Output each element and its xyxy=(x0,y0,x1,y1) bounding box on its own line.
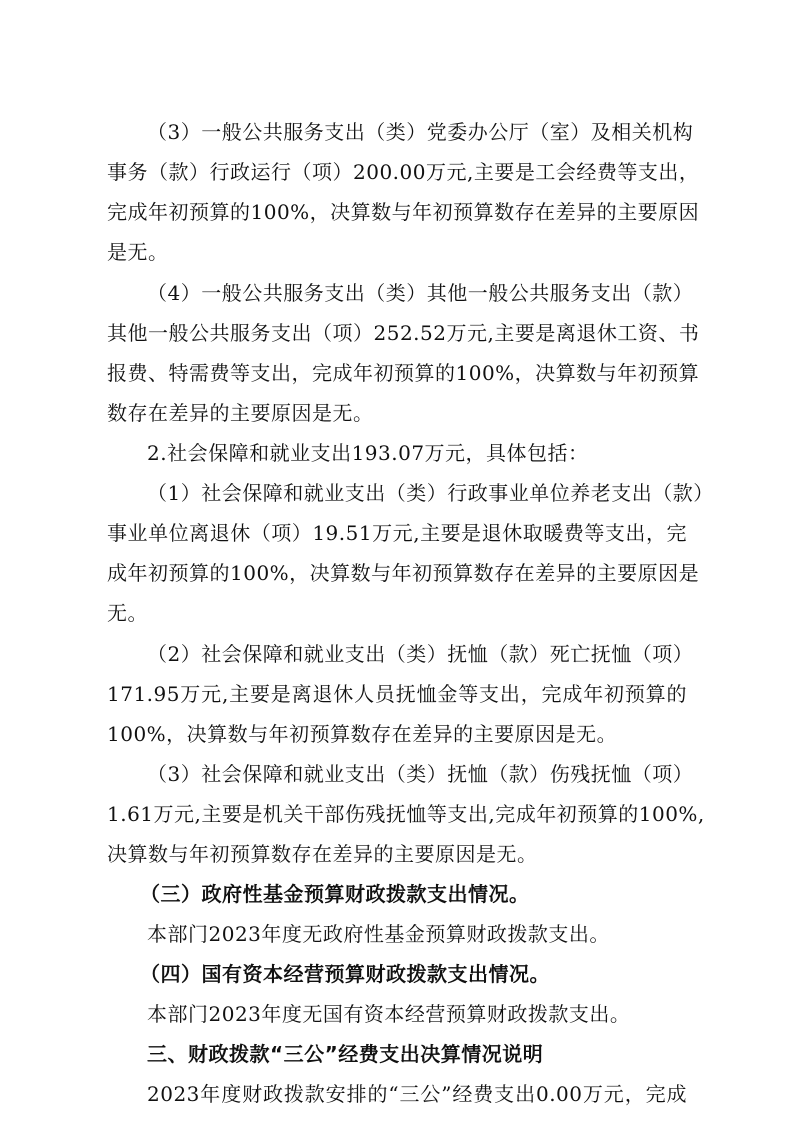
section-heading: （四）国有资本经营预算财政拨款支出情况。 xyxy=(140,962,550,986)
paragraph-line: 1.61万元,主要是机关干部伤残抚恤等支出,完成年初预算的100%, xyxy=(107,802,705,826)
paragraph-line: 成年初预算的100%，决算数与年初预算数存在差异的主要原因是 xyxy=(107,561,700,585)
paragraph-line: 171.95万元,主要是离退休人员抚恤金等支出，完成年初预算的 xyxy=(107,682,687,706)
paragraph-line: （4）一般公共服务支出（类）其他一般公共服务支出（款） xyxy=(147,281,694,305)
paragraph-line: 完成年初预算的100%，决算数与年初预算数存在差异的主要原因 xyxy=(107,200,700,224)
paragraph-line: 事业单位离退休（项）19.51万元,主要是退休取暖费等支出，完 xyxy=(107,521,687,545)
section-body: 本部门2023年度无政府性基金预算财政拨款支出。 xyxy=(147,922,610,946)
section-heading: （三）政府性基金预算财政拨款支出情况。 xyxy=(140,882,530,906)
paragraph-line: （2）社会保障和就业支出（类）抚恤（款）死亡抚恤（项） xyxy=(147,642,694,666)
paragraph-line: 2.社会保障和就业支出193.07万元，具体包括： xyxy=(147,441,589,465)
paragraph-line: 无。 xyxy=(107,601,148,625)
chapter-heading: 三、财政拨款“三公”经费支出决算情况说明 xyxy=(147,1042,544,1066)
paragraph-line: 是无。 xyxy=(107,240,169,264)
paragraph-line: 其他一般公共服务支出（项）252.52万元,主要是离退休工资、书 xyxy=(107,321,700,345)
chapter-body: 2023年度财政拨款安排的“三公”经费支出0.00万元，完成 xyxy=(147,1082,687,1106)
section-body: 本部门2023年度无国有资本经营预算财政拨款支出。 xyxy=(147,1002,631,1026)
paragraph-line: 数存在差异的主要原因是无。 xyxy=(107,401,374,425)
paragraph-line: 决算数与年初预算数存在差异的主要原因是无。 xyxy=(107,842,538,866)
paragraph-line: （3）社会保障和就业支出（类）抚恤（款）伤残抚恤（项） xyxy=(147,762,694,786)
paragraph-line: （1）社会保障和就业支出（类）行政事业单位养老支出（款） xyxy=(147,481,714,505)
paragraph-line: 报费、特需费等支出，完成年初预算的100%，决算数与年初预算 xyxy=(107,361,700,385)
paragraph-line: 100%，决算数与年初预算数存在差异的主要原因是无。 xyxy=(107,722,618,746)
paragraph-line: （3）一般公共服务支出（类）党委办公厅（室）及相关机构 xyxy=(147,120,694,144)
paragraph-line: 事务（款）行政运行（项）200.00万元,主要是工会经费等支出， xyxy=(107,160,700,184)
